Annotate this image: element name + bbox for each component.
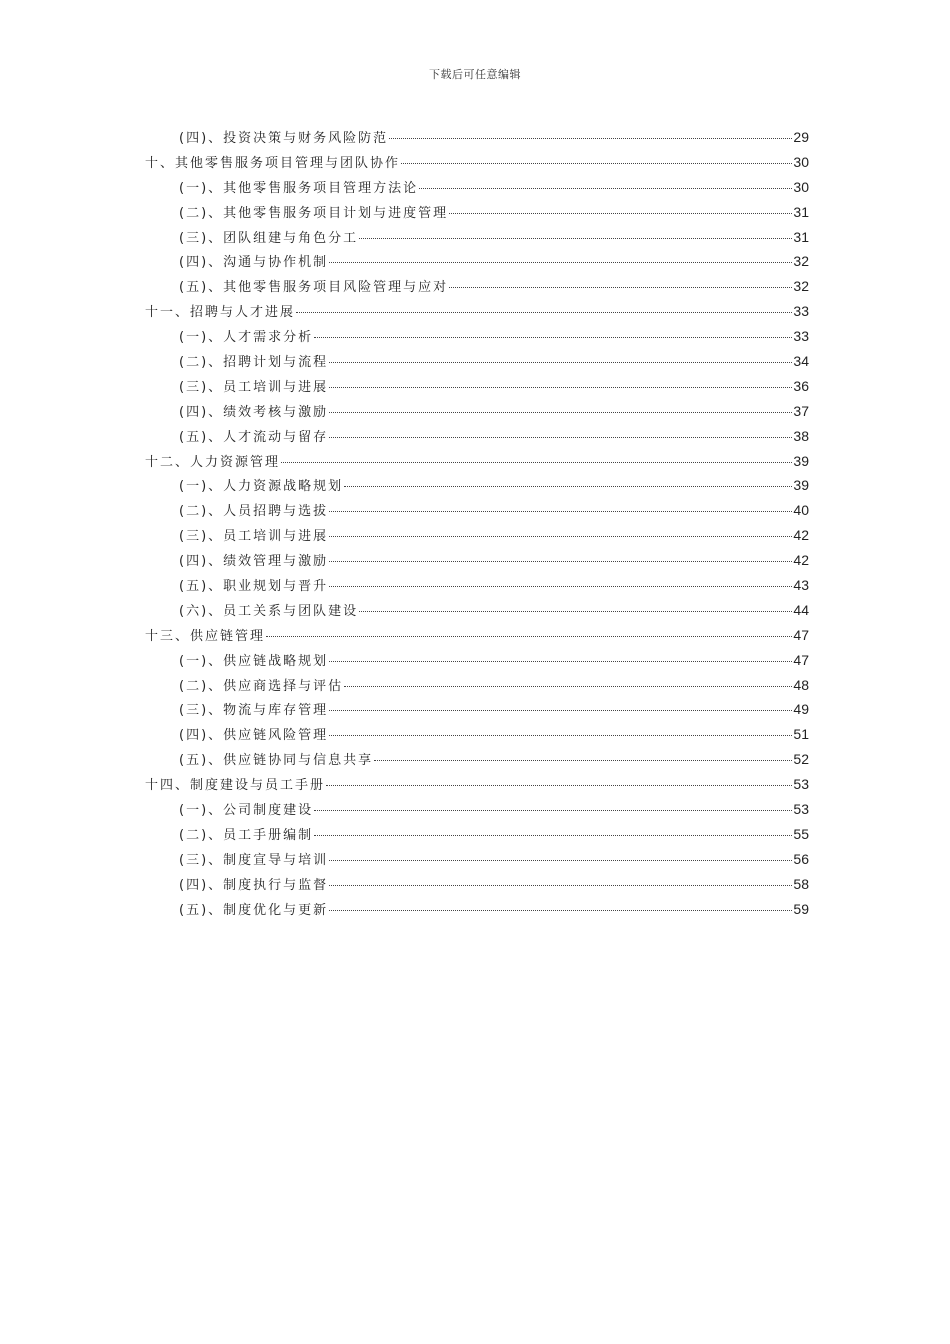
toc-entry-page-number: 47: [793, 626, 809, 643]
table-of-contents: [145, 125, 809, 922]
toc-entry-title: (二)、招聘计划与流程: [179, 355, 329, 371]
toc-entry-page-number: 59: [793, 900, 809, 917]
toc-dot-leader: [344, 486, 792, 487]
toc-dot-leader: [314, 337, 792, 338]
toc-entry-title: (五)、其他零售服务项目风险管理与应对: [179, 280, 449, 296]
toc-entry-page-number: 30: [793, 153, 809, 170]
toc-entry[interactable]: [145, 872, 809, 897]
toc-entry[interactable]: [145, 523, 809, 548]
toc-entry-title: (一)、公司制度建设: [179, 803, 314, 819]
toc-entry-page-number: 56: [793, 850, 809, 867]
toc-dot-leader: [329, 561, 792, 562]
page-header: 下载后可任意编辑: [429, 68, 521, 81]
toc-entry-page-number: 34: [793, 353, 809, 370]
toc-entry[interactable]: [145, 424, 809, 449]
toc-entry-page-number: 53: [793, 776, 809, 793]
toc-entry-title: (一)、其他零售服务项目管理方法论: [179, 180, 419, 196]
toc-entry-page-number: 42: [793, 552, 809, 569]
toc-entry-page-number: 32: [793, 253, 809, 270]
toc-dot-leader: [326, 785, 792, 786]
toc-entry[interactable]: [145, 673, 809, 698]
toc-entry-page-number: 43: [793, 577, 809, 594]
toc-entry[interactable]: [145, 125, 809, 150]
toc-dot-leader: [449, 213, 792, 214]
toc-dot-leader: [296, 312, 792, 313]
toc-entry-title: (三)、制度宣导与培训: [179, 852, 329, 868]
toc-entry[interactable]: [145, 772, 809, 797]
toc-entry-page-number: 36: [793, 377, 809, 394]
toc-entry-page-number: 51: [793, 726, 809, 743]
toc-dot-leader: [329, 885, 792, 886]
toc-entry[interactable]: [145, 175, 809, 200]
toc-dot-leader: [329, 437, 792, 438]
toc-entry-page-number: 30: [793, 178, 809, 195]
toc-entry-title: (一)、供应链战略规划: [179, 653, 329, 669]
toc-entry-title: (三)、员工培训与进展: [179, 379, 329, 395]
toc-entry-title: (四)、绩效管理与激励: [179, 554, 329, 570]
toc-entry[interactable]: [145, 573, 809, 598]
toc-dot-leader: [266, 636, 792, 637]
toc-entry-page-number: 52: [793, 751, 809, 768]
toc-entry-page-number: 55: [793, 825, 809, 842]
toc-dot-leader: [359, 238, 792, 239]
toc-dot-leader: [281, 462, 792, 463]
toc-entry[interactable]: [145, 324, 809, 349]
toc-entry[interactable]: [145, 399, 809, 424]
toc-entry[interactable]: [145, 847, 809, 872]
toc-entry-title: (四)、供应链风险管理: [179, 728, 329, 744]
toc-entry-title: (三)、物流与库存管理: [179, 703, 329, 719]
toc-entry-page-number: 58: [793, 875, 809, 892]
toc-entry[interactable]: [145, 374, 809, 399]
toc-entry[interactable]: [145, 349, 809, 374]
toc-entry-page-number: 42: [793, 527, 809, 544]
toc-dot-leader: [329, 860, 792, 861]
toc-entry-title: (三)、团队组建与角色分工: [179, 230, 359, 246]
toc-entry-title: (四)、制度执行与监督: [179, 877, 329, 893]
toc-entry-page-number: 29: [793, 129, 809, 145]
toc-entry-title: (五)、职业规划与晋升: [179, 579, 329, 595]
toc-entry-title: (三)、员工培训与进展: [179, 529, 329, 545]
toc-dot-leader: [449, 287, 792, 288]
toc-entry[interactable]: [145, 598, 809, 623]
toc-entry-title: (一)、人力资源战略规划: [179, 479, 344, 495]
toc-dot-leader: [419, 188, 792, 189]
toc-entry[interactable]: [145, 150, 809, 175]
toc-entry[interactable]: [145, 225, 809, 250]
toc-entry-title: (二)、供应商选择与评估: [179, 678, 344, 694]
toc-entry-page-number: 38: [793, 427, 809, 444]
toc-entry-title: (六)、员工关系与团队建设: [179, 603, 359, 619]
toc-entry[interactable]: [145, 200, 809, 225]
toc-entry-title: (四)、沟通与协作机制: [179, 255, 329, 271]
toc-entry[interactable]: [145, 722, 809, 747]
toc-dot-leader: [329, 412, 792, 413]
toc-entry-page-number: 49: [793, 701, 809, 718]
toc-dot-leader: [401, 163, 792, 164]
toc-entry[interactable]: [145, 648, 809, 673]
toc-entry-title: (五)、制度优化与更新: [179, 902, 329, 918]
toc-entry-title: 十三、供应链管理: [145, 628, 266, 644]
toc-entry-title: 十一、招聘与人才进展: [145, 305, 296, 321]
toc-dot-leader: [359, 611, 792, 612]
toc-entry[interactable]: [145, 274, 809, 299]
toc-entry-page-number: 47: [793, 651, 809, 668]
toc-dot-leader: [329, 511, 792, 512]
toc-entry[interactable]: [145, 623, 809, 648]
toc-dot-leader: [314, 810, 792, 811]
toc-entry[interactable]: [145, 822, 809, 847]
toc-dot-leader: [374, 760, 792, 761]
toc-entry-page-number: 33: [793, 328, 809, 345]
toc-entry-page-number: 31: [793, 203, 809, 220]
toc-entry-title: (四)、投资决策与财务风险防范: [179, 131, 389, 146]
toc-entry-title: (二)、人员招聘与选拔: [179, 504, 329, 520]
toc-entry-title: 十、其他零售服务项目管理与团队协作: [145, 155, 401, 171]
toc-entry-page-number: 53: [793, 801, 809, 818]
toc-dot-leader: [329, 536, 792, 537]
toc-entry-title: (一)、人才需求分析: [179, 330, 314, 346]
toc-dot-leader: [344, 686, 792, 687]
toc-dot-leader: [329, 586, 792, 587]
toc-dot-leader: [389, 138, 792, 139]
toc-entry-page-number: 33: [793, 303, 809, 320]
toc-dot-leader: [329, 387, 792, 388]
toc-entry[interactable]: [145, 249, 809, 274]
toc-dot-leader: [329, 362, 792, 363]
toc-entry[interactable]: [145, 473, 809, 498]
toc-entry-page-number: 40: [793, 502, 809, 519]
toc-entry-title: (五)、供应链协同与信息共享: [179, 753, 374, 769]
toc-entry[interactable]: [145, 548, 809, 573]
toc-dot-leader: [329, 262, 792, 263]
toc-dot-leader: [314, 835, 792, 836]
toc-entry-title: (五)、人才流动与留存: [179, 429, 329, 445]
toc-entry-page-number: 39: [793, 452, 809, 469]
toc-dot-leader: [329, 910, 792, 911]
toc-entry-title: (二)、其他零售服务项目计划与进度管理: [179, 205, 449, 221]
toc-entry-page-number: 48: [793, 676, 809, 693]
toc-entry-page-number: 32: [793, 278, 809, 295]
toc-entry-title: 十四、制度建设与员工手册: [145, 778, 326, 794]
toc-entry-page-number: 31: [793, 228, 809, 245]
toc-entry[interactable]: [145, 498, 809, 523]
toc-entry-title: 十二、人力资源管理: [145, 454, 281, 470]
toc-dot-leader: [329, 735, 792, 736]
toc-entry[interactable]: [145, 697, 809, 722]
toc-entry-page-number: 37: [793, 402, 809, 419]
toc-entry[interactable]: [145, 797, 809, 822]
toc-entry-title: (二)、员工手册编制: [179, 827, 314, 843]
toc-entry-page-number: 39: [793, 477, 809, 494]
toc-entry[interactable]: [145, 747, 809, 772]
toc-entry-page-number: 44: [793, 601, 809, 618]
toc-entry[interactable]: [145, 449, 809, 474]
toc-entry[interactable]: [145, 299, 809, 324]
toc-entry[interactable]: [145, 897, 809, 922]
toc-dot-leader: [329, 710, 792, 711]
toc-entry-title: (四)、绩效考核与激励: [179, 404, 329, 420]
toc-dot-leader: [329, 661, 792, 662]
